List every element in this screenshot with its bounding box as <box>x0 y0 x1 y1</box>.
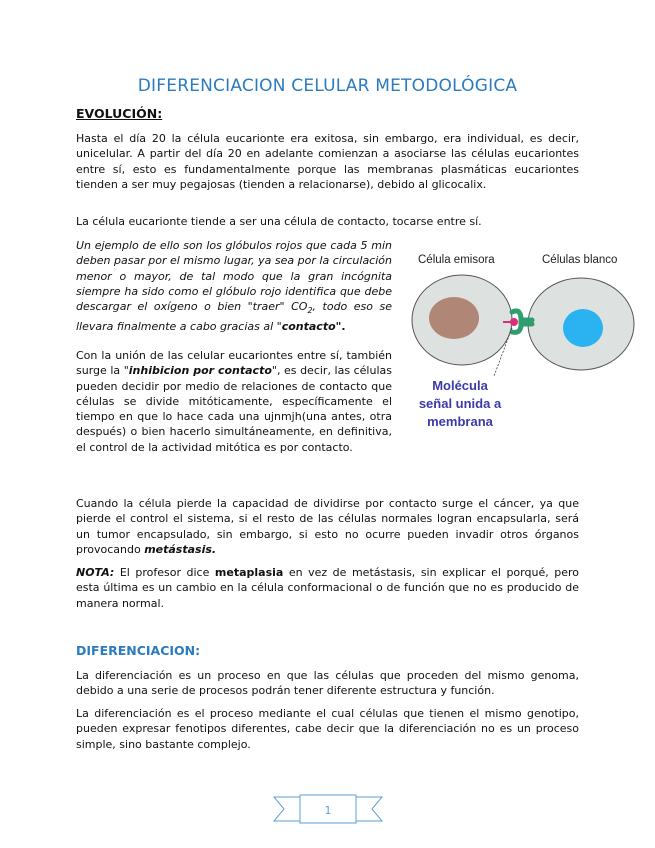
page-number: 1 <box>324 804 332 817</box>
nota-text-b: en vez de metástasis, sin explicar el porqué, pero esta última es un cambio en la célula conformacional o de función que no es producido de manera normal. <box>76 566 579 610</box>
paragraph-nota <box>76 565 579 611</box>
section-heading-evolucion: EVOLUCIÓN: <box>76 106 163 121</box>
paragraph-cancer <box>76 496 579 557</box>
label-celulas-blanco: Células blanco <box>542 254 618 266</box>
paragraph-cancer-text: Cuando la célula pierde la capacidad de dividirse por contacto surge el cáncer, ya que pierde el control el sistema, si el resto de las células normales logran encapsularla, será un tumor encapsulado, sin embargo, si esto no ocurre pueden invadir otros órganos provocando <box>76 497 579 556</box>
caption-line-3: membrana <box>427 414 493 429</box>
ribbon-left-tail <box>274 797 300 821</box>
paragraph-diferenciacion-2: La diferenciación es el proceso mediante el cual células que tienen el mismo genotipo, pueden expresar fenotipos diferentes, cabe decir que la diferenciación no es un proceso simple, sino bastante complejo. <box>76 707 579 751</box>
metaplasia-term: metaplasia <box>214 566 284 579</box>
paragraph-inhibicion-start: Con la unión de las celular eucariontes entre sí, también surge la " <box>76 349 392 378</box>
caption-line-1: Molécula <box>432 378 488 393</box>
paragraph-evolucion-1: Hasta el día 20 la célula eucarionte era exitosa, sin embargo, era individual, es decir, unicelular. A partir del día 20 en adelante comienzan a asociarse las células eucariontes entre sí, esto es fundamentalmente porque las membranas plasmáticas eucariontes tienden a ser muy pegajosas (tienden a relacionarse), debido al glicocalix. <box>76 132 579 191</box>
cell-signaling-figure <box>408 242 640 442</box>
target-nucleus <box>563 309 603 347</box>
paragraph-inhibicion-rest: ", es decir, las células pueden decidir por medio de relaciones de contacto que células se divide mitóticamente, específicamente el tiempo en que lo hace cada una ujnmjh(una antes, otra después) o bien hacerlo simultáneamente, en definitiva, el control de la actividad mitótica es por contacto. <box>76 364 392 454</box>
page-title: DIFERENCIACION CELULAR METODOLÓGICA <box>137 76 518 96</box>
signal-molecule <box>510 318 518 326</box>
co2-subscript: 2 <box>307 306 313 316</box>
caption-line-2: señal unida a <box>418 396 502 411</box>
paragraph-globulos-end: ". <box>335 319 346 333</box>
paragraph-evolucion-2: La célula eucarionte tiende a ser una célula de contacto, tocarse entre sí. <box>76 215 482 228</box>
contacto-term: contacto <box>281 319 336 333</box>
emitter-nucleus <box>429 297 479 339</box>
label-celula-emisora: Célula emisora <box>418 254 495 266</box>
nota-label: NOTA: <box>76 566 115 579</box>
paragraph-inhibicion <box>76 348 392 455</box>
inhibicion-term: inhibicion por contacto <box>128 364 272 378</box>
paragraph-globulos-text: Un ejemplo de ello son los glóbulos rojos que cada 5 min deben pasar por el mismo lugar, ya sea por la circulación menor o mayor, de tal modo que la gran incógnita siempre ha sido como el glóbulo rojo identifica que debe descargar el oxígeno o bien "traer" CO <box>76 239 392 314</box>
paragraph-globulos-mid: , todo eso se llevara finalmente a cabo gracias al " <box>76 300 393 333</box>
paragraph-globulos-rojos <box>76 238 392 334</box>
page-number-ribbon <box>272 793 384 825</box>
ribbon-right-tail <box>356 797 382 821</box>
paragraph-diferenciacion-1: La diferenciación es un proceso en que las células que proceden del mismo genoma, debido a una serie de procesos podrán tener diferente estructura y función. <box>76 669 579 698</box>
nota-text-a: El profesor dice <box>114 566 215 579</box>
metastasis-term: metástasis. <box>144 542 217 556</box>
section-heading-diferenciacion: DIFERENCIACION: <box>76 643 201 658</box>
